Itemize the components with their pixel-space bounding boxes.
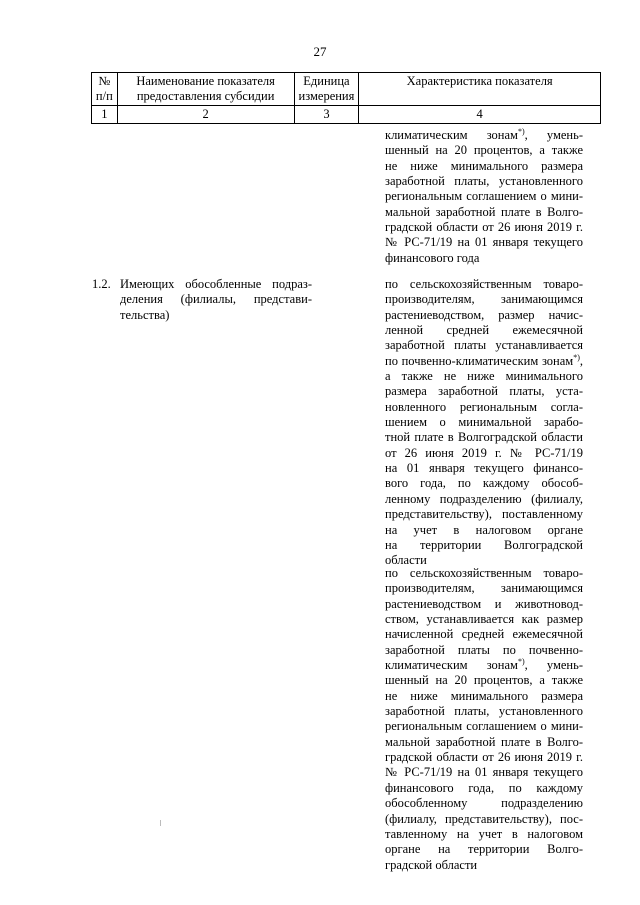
text-line: мальной заработной плате в Волго-	[385, 204, 583, 219]
text-line: заработной платы, установленного	[385, 704, 583, 719]
text-line: Имеющих обособленные подраз-	[120, 277, 312, 291]
text-line: не ниже минимального размера	[385, 158, 583, 173]
text-line: № РС-71/19 на 01 января текущего	[385, 765, 583, 780]
text-line: градской области	[385, 857, 478, 872]
text-line: а также не ниже минимального	[385, 369, 583, 384]
text-line: представительству), поставленному	[385, 507, 583, 522]
text-line: от 26 июня 2019 г. № РС-71/19	[385, 445, 583, 460]
text-line: растениеводством, размер начис-	[385, 307, 583, 322]
characteristic-text-block-2	[385, 277, 583, 569]
header-col-name: Наименование показателя предоставления субсидии	[117, 73, 294, 106]
characteristic-text-block-1	[385, 128, 583, 266]
text-line: начисленной средней ежемесячной	[385, 627, 583, 642]
header-col-number: № п/п	[92, 73, 118, 106]
text-line: ленному подразделению (филиалу,	[385, 491, 583, 506]
text-line: заработной платы по почвенно-	[385, 642, 583, 657]
scan-mark	[160, 820, 161, 826]
text-line: на территории Волгоградской	[385, 537, 583, 552]
text-line: по почвенно-климатическим зонам*),	[385, 352, 583, 368]
text-line: производителям, занимающимся	[385, 292, 583, 307]
text-line: тной плате в Волгоградской области	[385, 430, 583, 445]
text-line: тавленному на учет в налоговом	[385, 826, 583, 841]
column-number-3: 3	[294, 106, 359, 124]
text-line: обособленному подразделению	[385, 796, 583, 811]
text-line: ством, устанавливается как размер	[385, 612, 583, 627]
text-line: шенный на 20 процентов, а также	[385, 673, 583, 688]
text-line: по сельскохозяйственным товаро-	[385, 277, 583, 291]
text-line: заработной платы, установленного	[385, 174, 583, 189]
text-line: шением о минимальной зарабо-	[385, 415, 583, 430]
text-line: вого года, по каждому обособ-	[385, 476, 583, 491]
text-line: деления (филиалы, представи-	[120, 292, 312, 307]
column-number-1: 1	[92, 106, 118, 124]
text-line: шенный на 20 процентов, а также	[385, 143, 583, 158]
header-number-row	[92, 106, 601, 124]
column-number-4: 4	[359, 106, 601, 124]
column-number-2: 2	[117, 106, 294, 124]
text-line: градской области от 26 июня 2019 г.	[385, 750, 583, 765]
text-line: по сельскохозяйственным товаро-	[385, 566, 583, 580]
text-line: климатическим зонам*), умень-	[385, 656, 583, 673]
header-row	[92, 73, 601, 106]
text-line: производителям, занимающимся	[385, 581, 583, 596]
text-line: (филиалу, представительству), пос-	[385, 811, 583, 826]
text-line: финансового года, по каждому	[385, 780, 583, 795]
text-line: на 01 января текущего финансо-	[385, 461, 583, 476]
text-line: тельства)	[120, 307, 170, 322]
text-line: региональным соглашением о мини-	[385, 189, 583, 204]
page-number: 27	[313, 44, 327, 59]
header-col-characteristic: Характеристика показателя	[359, 73, 601, 106]
text-line: заработной платы устанавливается	[385, 338, 583, 353]
text-line: мальной заработной плате в Волго-	[385, 734, 583, 749]
text-line: климатическим зонам*), умень-	[385, 126, 583, 142]
text-line: финансового года	[385, 250, 480, 265]
text-line: размера заработной платы, уста-	[385, 384, 583, 399]
text-line: не ниже минимального размера	[385, 688, 583, 703]
row-name-1-2	[120, 277, 312, 323]
row-number-1-2: 1.2.	[92, 277, 111, 291]
table-header	[91, 72, 601, 124]
text-line: органе на территории Волго-	[385, 842, 583, 857]
header-col-unit: Единица измерения	[294, 73, 359, 106]
text-line: новленного региональным согла-	[385, 399, 583, 414]
text-line: ленной средней ежемесячной	[385, 323, 583, 338]
text-line: градской области от 26 июня 2019 г.	[385, 220, 583, 235]
text-line: на учет в налоговом органе	[385, 522, 583, 537]
characteristic-text-block-3	[385, 566, 583, 873]
text-line: региональным соглашением о мини-	[385, 719, 583, 734]
text-line: растениеводством и животновод-	[385, 596, 583, 611]
text-line: области	[385, 553, 427, 568]
text-line: № РС-71/19 на 01 января текущего	[385, 235, 583, 250]
